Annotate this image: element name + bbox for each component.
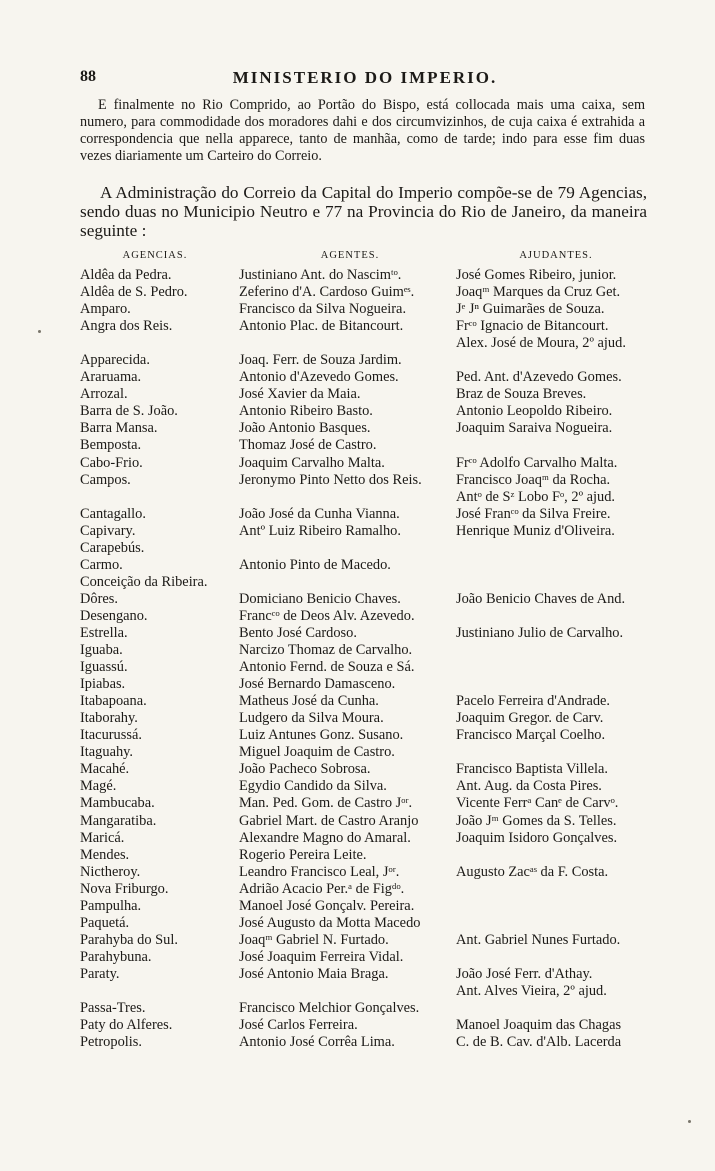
assistant-name: Augusto Zacᵃˢ da F. Costa.: [456, 863, 609, 880]
table-row: [80, 506, 655, 523]
agent-name: Adrião Acacio Per.ᵃ de Figᵈᵒ.: [239, 880, 405, 897]
table-row: [80, 523, 655, 540]
assistant-name: José Gomes Ribeiro, junior.: [456, 267, 617, 283]
agency-name: Bemposta.: [80, 437, 142, 454]
agency-name: Pampulha.: [80, 897, 142, 914]
agency-name: Barra Mansa.: [80, 420, 158, 437]
agent-name: Joaquim Carvalho Malta.: [239, 454, 385, 471]
agency-name: Maricá.: [80, 829, 125, 846]
table-row: [80, 301, 655, 318]
agent-name: Antonio d'Azevedo Gomes.: [239, 369, 399, 386]
agent-name: José Joaquim Ferreira Vidal.: [239, 948, 404, 965]
agent-name: José Carlos Ferreira.: [239, 1017, 358, 1034]
agent-name: José Xavier da Maia.: [239, 386, 361, 403]
agency-name: Macahé.: [80, 761, 130, 778]
assistant-name: Joaquim Gregor. de Carv.: [456, 710, 604, 727]
assistant-name: João Jᵐ Gomes da S. Telles.: [456, 812, 617, 829]
table-row: [80, 830, 655, 847]
assistant-name: Henrique Muniz d'Oliveira.: [456, 522, 615, 539]
table-row: [80, 898, 655, 915]
agency-name: Apparecida.: [80, 352, 150, 369]
assistant-name: Ant. Gabriel Nunes Furtado.: [456, 931, 621, 948]
table-row: [80, 983, 655, 1000]
agent-name: Zeferino d'A. Cardoso Guimᵉˢ.: [239, 284, 415, 301]
agent-name: Jeronymo Pinto Netto dos Reis.: [239, 471, 422, 488]
agent-name: Luiz Antunes Gonz. Susano.: [239, 727, 404, 744]
table-row: [80, 540, 655, 557]
table-row: [80, 369, 655, 386]
assistant-name: Francisco Marçal Coelho.: [456, 727, 606, 744]
header-ajudantes: AJUDANTES.: [519, 250, 593, 261]
agent-name: Thomaz José de Castro.: [239, 437, 377, 454]
agency-name: Magé.: [80, 778, 117, 795]
header-agencias: AGENCIAS.: [122, 250, 188, 261]
agent-name: Antº Luiz Ribeiro Ramalho.: [239, 522, 401, 539]
assistant-name: Joaquim Isidoro Gonçalves.: [456, 829, 618, 846]
agent-name: Antonio Fernd. de Souza e Sá.: [239, 659, 415, 676]
table-row: [80, 761, 655, 778]
agent-name: Antonio José Corrêa Lima.: [239, 1034, 395, 1051]
table-row: [80, 352, 655, 369]
agent-name: Antonio Pinto de Macedo.: [239, 556, 391, 573]
agency-name: Iguaba.: [80, 642, 123, 659]
table-row: [80, 778, 655, 795]
agency-name: Carmo.: [80, 556, 123, 573]
agency-name: Angra dos Reis.: [80, 318, 173, 335]
agency-name: Aldêa da Pedra.: [80, 267, 172, 283]
assistant-name: Vicente Ferrᵃ Canᵉ de Carvᵒ.: [456, 795, 619, 812]
assistant-name: Ant. Alves Vieira, 2º ajud.: [456, 982, 607, 999]
assistant-name: Braz de Souza Breves.: [456, 386, 587, 403]
agency-name: Araruama.: [80, 369, 142, 386]
agency-name: Paty do Alferes.: [80, 1017, 173, 1034]
table-row: [80, 267, 655, 284]
agency-name: Parahyba do Sul.: [80, 931, 178, 948]
agency-name: Mendes.: [80, 846, 130, 863]
agent-name: Gabriel Mart. de Castro Aranjo: [239, 812, 419, 829]
assistant-name: Joaqᵐ Marques da Cruz Get.: [456, 284, 621, 301]
assistant-name: C. de B. Cav. d'Alb. Lacerda: [456, 1034, 622, 1051]
agency-name: Dôres.: [80, 590, 118, 607]
table-row: [80, 659, 655, 676]
table-row: [80, 915, 655, 932]
agent-name: Bento José Cardoso.: [239, 624, 357, 641]
assistant-name: Joaquim Saraiva Nogueira.: [456, 420, 613, 437]
assistant-name: Antᵒ de Sᶻ Lobo Fᵒ, 2º ajud.: [456, 488, 615, 505]
intro-paragraph: E finalmente no Rio Comprido, ao Portão do Bispo, está collocada mais uma caixa, sem numero, para commodidade dos moradores dahi e dos circumvizinhos, de cuja caixa é extrahida a correspondencia que nella apparece, tanto de manhãa, como de tarde; indo para esse fim duas vezes diariamente um Carteiro do Correio.: [80, 97, 645, 164]
table-row: [80, 881, 655, 898]
agency-name: Cantagallo.: [80, 505, 146, 522]
agent-name: Matheus José da Cunha.: [239, 693, 379, 710]
table-row: [80, 335, 655, 352]
agency-name: Barra de S. João.: [80, 403, 178, 420]
agency-name: Estrella.: [80, 624, 128, 641]
agency-name: Desengano.: [80, 607, 148, 624]
table-header: [80, 250, 655, 267]
assistant-name: Pacelo Ferreira d'Andrade.: [456, 693, 611, 710]
agency-name: Nova Friburgo.: [80, 880, 169, 897]
table-row: [80, 693, 655, 710]
agency-name: Passa-Tres.: [80, 1000, 146, 1017]
table-row: [80, 437, 655, 454]
table-row: [80, 710, 655, 727]
table-row: [80, 966, 655, 983]
agent-name: Antonio Plac. de Bitancourt.: [239, 318, 404, 335]
table-row: [80, 455, 655, 472]
agency-name: Iguassú.: [80, 659, 128, 676]
agent-name: João Pacheco Sobrosa.: [239, 761, 371, 778]
header-agentes: AGENTES.: [320, 250, 380, 261]
agency-name: Nictheroy.: [80, 863, 141, 880]
assistant-name: Francisco Baptista Villela.: [456, 761, 608, 778]
table-row: [80, 284, 655, 301]
agent-name: Alexandre Magno do Amaral.: [239, 829, 411, 846]
table-row: [80, 847, 655, 864]
assistant-name: Frᶜᵒ Adolfo Carvalho Malta.: [456, 454, 618, 471]
agency-name: Itaguahy.: [80, 744, 134, 761]
agency-name: Paquetá.: [80, 914, 130, 931]
administration-paragraph: A Administração do Correio da Capital do Imperio compõe-se de 79 Agencias, sendo duas no Municipio Neutro e 77 na Provincia do Rio de Janeiro, da maneira seguinte :: [80, 183, 647, 240]
table-row: [80, 472, 655, 489]
agency-name: Capivary.: [80, 522, 136, 539]
agent-name: Ludgero da Silva Moura.: [239, 710, 384, 727]
agency-name: Mambucaba.: [80, 795, 155, 812]
assistant-name: José Franᶜᵒ da Silva Freire.: [456, 505, 611, 522]
agency-name: Itabapoana.: [80, 693, 147, 710]
assistant-name: João Benicio Chaves de And.: [456, 590, 626, 607]
agent-name: Francᶜᵒ de Deos Alv. Azevedo.: [239, 607, 415, 624]
table-row: [80, 949, 655, 966]
table-row: [80, 1000, 655, 1017]
agency-name: Amparo.: [80, 301, 131, 318]
table-row: [80, 1017, 655, 1034]
paper-speck: [38, 330, 41, 333]
agency-name: Petropolis.: [80, 1034, 142, 1051]
table-row: [80, 489, 655, 506]
agent-name: Narcizo Thomaz de Carvalho.: [239, 642, 413, 659]
assistant-name: Ped. Ant. d'Azevedo Gomes.: [456, 369, 622, 386]
agent-name: Egydio Candido da Silva.: [239, 778, 387, 795]
table-body: [80, 267, 655, 1051]
assistant-name: Jᵉ Jⁿ Guimarães de Souza.: [456, 301, 605, 318]
agent-name: Antonio Ribeiro Basto.: [239, 403, 373, 420]
agency-name: Arrozal.: [80, 386, 128, 403]
table-row: [80, 591, 655, 608]
page-number: 88: [80, 68, 96, 85]
agent-name: Leandro Francisco Leal, Jᵒʳ.: [239, 863, 400, 880]
agent-name: José Augusto da Motta Macedo: [239, 914, 421, 931]
assistant-name: Ant. Aug. da Costa Pires.: [456, 778, 602, 795]
assistant-name: Manoel Joaquim das Chagas: [456, 1017, 622, 1034]
agency-name: Itacurussá.: [80, 727, 142, 744]
agent-name: Justiniano Ant. do Nascimᵗᵒ.: [239, 267, 402, 283]
agencies-table: [80, 250, 655, 1051]
agent-name: Man. Ped. Gom. de Castro Jᵒʳ.: [239, 795, 413, 812]
agency-name: Parahybuna.: [80, 948, 152, 965]
table-row: [80, 676, 655, 693]
table-row: [80, 403, 655, 420]
table-row: [80, 574, 655, 591]
agent-name: Francisco da Silva Nogueira.: [239, 301, 407, 318]
agent-name: Miguel Joaquim de Castro.: [239, 744, 395, 761]
assistant-name: Antonio Leopoldo Ribeiro.: [456, 403, 613, 420]
agency-name: Paraty.: [80, 965, 120, 982]
table-row: [80, 420, 655, 437]
agent-name: Manoel José Gonçalv. Pereira.: [239, 897, 415, 914]
agency-name: Carapebús.: [80, 539, 145, 556]
agent-name: José Bernardo Damasceno.: [239, 676, 396, 693]
agent-name: Joaqᵐ Gabriel N. Furtado.: [239, 931, 389, 948]
agent-name: Francisco Melchior Gonçalves.: [239, 1000, 420, 1017]
agency-name: Ipiabas.: [80, 676, 126, 693]
assistant-name: Justiniano Julio de Carvalho.: [456, 624, 624, 641]
table-row: [80, 795, 655, 812]
agency-name: Itaborahy.: [80, 710, 138, 727]
agent-name: Rogerio Pereira Leite.: [239, 846, 367, 863]
agency-name: Campos.: [80, 471, 131, 488]
table-row: [80, 318, 655, 335]
agent-name: José Antonio Maia Braga.: [239, 965, 389, 982]
agent-name: João José da Cunha Vianna.: [239, 505, 400, 522]
table-row: [80, 557, 655, 574]
agency-name: Aldêa de S. Pedro.: [80, 284, 188, 301]
running-title: MINISTERIO DO IMPERIO.: [232, 68, 498, 87]
assistant-name: Francisco Joaqᵐ da Rocha.: [456, 471, 611, 488]
table-row: [80, 625, 655, 642]
agent-name: Joaq. Ferr. de Souza Jardim.: [239, 352, 402, 369]
table-row: [80, 608, 655, 625]
agent-name: João Antonio Basques.: [239, 420, 371, 437]
paper-speck: [688, 1120, 691, 1123]
table-row: [80, 642, 655, 659]
table-row: [80, 744, 655, 761]
table-row: [80, 864, 655, 881]
assistant-name: João José Ferr. d'Athay.: [456, 965, 593, 982]
table-row: [80, 727, 655, 744]
table-row: [80, 932, 655, 949]
agency-name: Mangaratiba.: [80, 812, 157, 829]
table-row: [80, 813, 655, 830]
assistant-name: Frᶜᵒ Ignacio de Bitancourt.: [456, 318, 609, 335]
table-row: [80, 386, 655, 403]
table-row: [80, 1034, 655, 1051]
agency-name: Conceição da Ribeira.: [80, 573, 208, 590]
assistant-name: Alex. José de Moura, 2º ajud.: [456, 335, 626, 352]
page-header: [80, 68, 650, 92]
agent-name: Domiciano Benicio Chaves.: [239, 590, 401, 607]
agency-name: Cabo-Frio.: [80, 454, 143, 471]
